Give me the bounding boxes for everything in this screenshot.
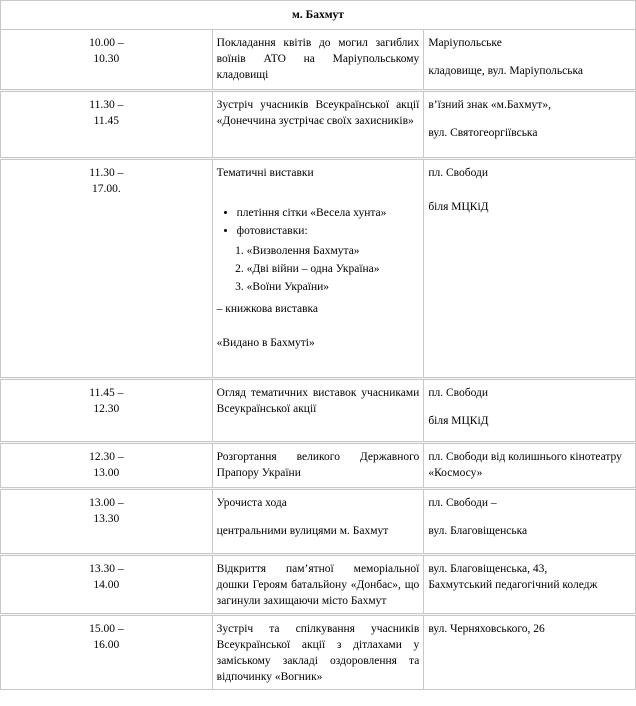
time-start: 13.00 –	[89, 497, 124, 509]
time-start: 10.00 –	[89, 37, 124, 49]
time-start: 12.30 –	[89, 451, 124, 463]
place-cell	[424, 490, 636, 554]
place-cell	[424, 160, 636, 378]
place-line: вул. Черняховського, 26	[428, 623, 545, 635]
table-row	[1, 616, 636, 690]
time-cell	[1, 444, 213, 488]
bullet-list	[217, 205, 420, 239]
time-start: 11.45 –	[89, 387, 124, 399]
place-line: вул. Благовіщенська	[428, 525, 528, 537]
event-text: Розгортання великого Державного Прапору України	[216, 451, 420, 479]
table-row	[1, 556, 636, 614]
table-row	[1, 490, 636, 554]
table-row	[1, 380, 636, 442]
time-cell	[1, 490, 213, 554]
event-text: Відкриття пам’ятної меморіальної дошки Героям батальйону «Донбас», що загинули захищаючи місто Бахмут	[216, 563, 420, 607]
time-cell	[1, 92, 213, 158]
place-line: кладовище, вул. Маріупольська	[428, 65, 584, 77]
place-line: вул. Благовіщенська, 43,	[428, 563, 548, 575]
list-item: 2. «Дві війни – одна Україна»	[247, 261, 420, 277]
place-line: пл. Свободи від колишнього кінотеатру «Космосу»	[428, 451, 622, 479]
event-text: Зустріч та спілкування учасників Всеукраїнської акції з дітлахами у заміському закладі оздоровлення та відпочинку «Вогник»	[216, 623, 420, 683]
place-cell	[424, 444, 636, 488]
time-start: 15.00 –	[89, 623, 124, 635]
time-end: 16.00	[93, 639, 120, 651]
list-item: 3. «Воїни України»	[247, 279, 420, 295]
time-cell	[1, 160, 213, 378]
numbered-list	[217, 243, 420, 295]
time-cell	[1, 556, 213, 614]
place-line: в’їзний знак «м.Бахмут»,	[428, 99, 551, 111]
time-end: 11.45	[93, 115, 120, 127]
event-title: Тематичні виставки	[216, 167, 314, 179]
place-line: біля МЦКіД	[428, 415, 489, 427]
place-cell	[424, 92, 636, 158]
time-start: 11.30 –	[89, 167, 124, 179]
time-cell	[1, 380, 213, 442]
book-title: «Видано в Бахмуті»	[216, 337, 315, 349]
list-item: • фотовиставки:	[237, 223, 420, 239]
time-start: 13.30 –	[89, 563, 124, 575]
time-end: 12.30	[93, 403, 120, 415]
time-end: 13.00	[93, 467, 120, 479]
city-title: м. Бахмут	[1, 1, 636, 30]
place-cell	[424, 30, 636, 90]
list-item: • плетіння сітки «Весела хунта»	[237, 205, 420, 221]
table-row	[1, 30, 636, 90]
event-cell	[212, 616, 424, 690]
event-text: Огляд тематичних виставок учасниками Всеукраїнської акції	[216, 387, 420, 415]
table-row	[1, 92, 636, 158]
place-cell	[424, 616, 636, 690]
event-cell	[212, 556, 424, 614]
table-row	[1, 444, 636, 488]
time-cell	[1, 30, 213, 90]
place-line: біля МЦКіД	[428, 201, 489, 213]
place-line: пл. Свободи –	[428, 497, 497, 509]
place-cell	[424, 556, 636, 614]
event-cell	[212, 30, 424, 90]
table-header-row	[1, 1, 636, 30]
event-cell	[212, 490, 424, 554]
event-text: центральними вулицями м. Бахмут	[216, 525, 389, 537]
time-end: 17.00.	[91, 183, 121, 195]
time-cell	[1, 616, 213, 690]
event-text: Зустріч учасників Всеукраїнської акції «Донеччина зустрічає своїх захисників»	[216, 99, 420, 127]
place-line: Бахмутський педагогічний коледж	[428, 579, 598, 591]
place-line: пл. Свободи	[428, 167, 489, 179]
table-row	[1, 160, 636, 378]
event-cell	[212, 444, 424, 488]
place-cell	[424, 380, 636, 442]
list-item: 1. «Визволення Бахмута»	[247, 243, 420, 259]
event-cell	[212, 380, 424, 442]
event-text: Урочиста хода	[216, 497, 287, 509]
event-cell	[212, 160, 424, 378]
time-end: 10.30	[93, 53, 120, 65]
time-end: 13.30	[93, 513, 120, 525]
place-line: пл. Свободи	[428, 387, 489, 399]
place-line: Маріупольське	[428, 37, 502, 49]
time-start: 11.30 –	[89, 99, 124, 111]
book-line: – книжкова виставка	[216, 303, 319, 315]
place-line: вул. Святогеоргіївська	[428, 127, 538, 139]
event-cell	[212, 92, 424, 158]
time-end: 14.00	[93, 579, 120, 591]
event-text: Покладання квітів до могил загиблих воїнів АТО на Маріупольському кладовищі	[216, 37, 420, 81]
